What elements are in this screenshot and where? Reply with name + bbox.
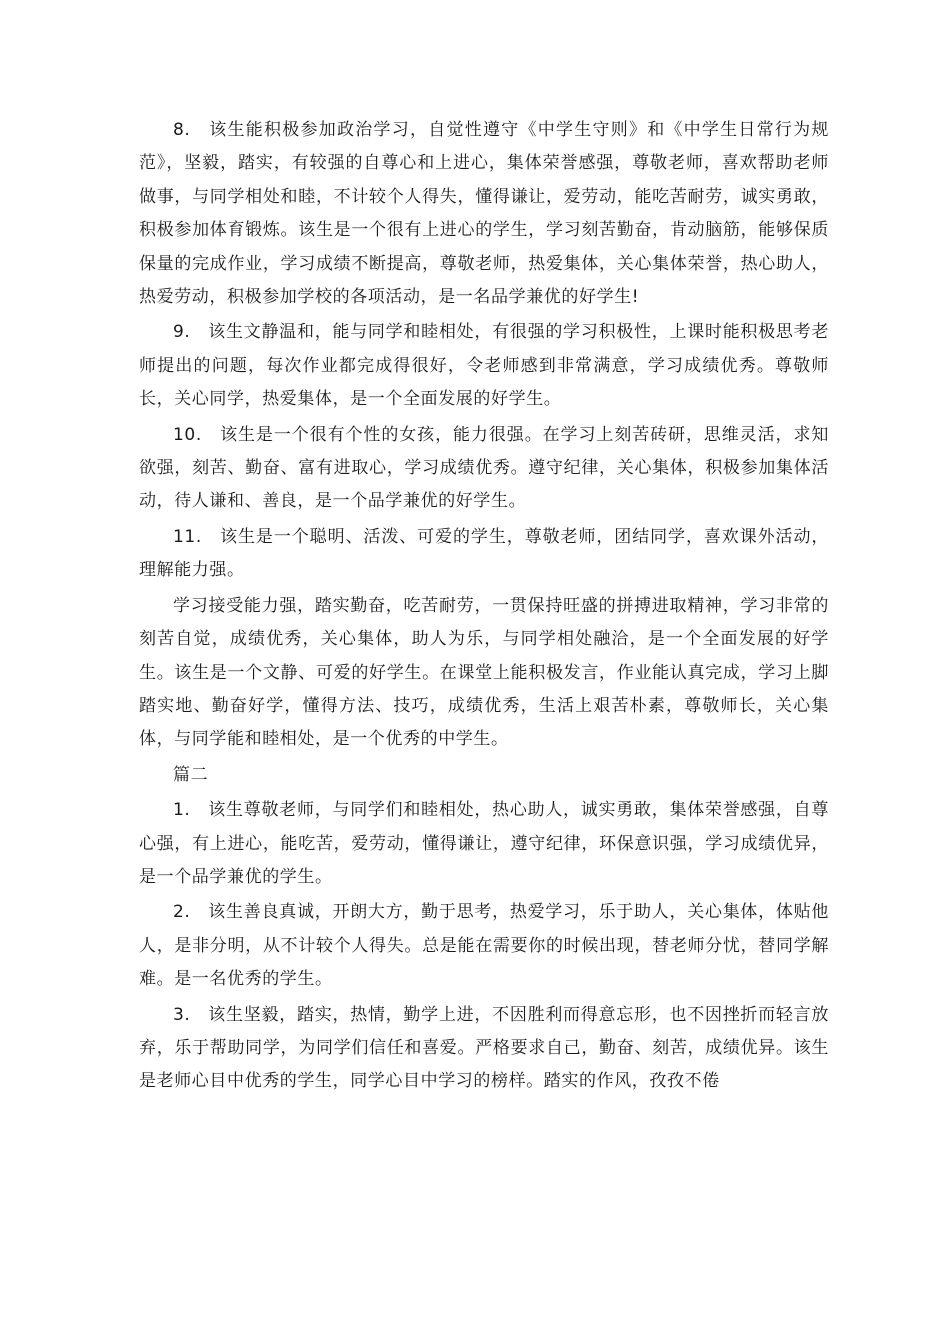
comment-paragraph-1: 1. 该生尊敬老师，与同学们和睦相处，热心助人，诚实勇敢，集体荣誉感强，自尊心强，有上进心，能吃苦，爱劳动，懂得谦让，遵守纪律，环保意识强，学习成绩优异，是一个品学兼优的学生。 bbox=[139, 800, 829, 887]
comment-paragraph-3: 3. 该生坚毅，踏实，热情，勤学上进，不因胜利而得意忘形，也不因挫折而轻言放弃，乐于帮助同学，为同学们信任和喜爱。严格要求自己，勤奋、刻苦，成绩优异。该生是老师心目中优秀的学生，同学心目中学习的榜样。踏实的作风，孜孜不倦 bbox=[139, 1004, 829, 1092]
comment-paragraph-8: 8. 该生能积极参加政治学习，自觉性遵守《中学生守则》和《中学生日常行为规范》，坚毅，踏实，有较强的自尊心和上进心，集体荣誉感强，尊敬老师，喜欢帮助老师做事，与同学相处和睦，不计较个人得失，懂得谦让，爱劳动，能吃苦耐劳，诚实勇敢，积极参加体育锻炼。该生是一个很有上进心的学生，学习刻苦勤奋，肯动脑筋，能够保质保量的完成作业，学习成绩不断提高，尊敬老师，热爱集体，关心集体荣誉，热心助人，热爱劳动，积极参加学校的各项活动，是一名品学兼优的好学生! bbox=[139, 120, 829, 308]
document-body bbox=[139, 114, 829, 1101]
comment-paragraph-11: 11. 该生是一个聪明、活泼、可爱的学生，尊敬老师，团结同学，喜欢课外活动，理解能力强。 bbox=[139, 526, 829, 581]
comment-paragraph-2: 2. 该生善良真诚，开朗大方，勤于思考，热爱学习，乐于助人，关心集体，体贴他人，是非分明，从不计较个人得失。总是能在需要你的时候出现，替老师分忧，替同学解难。是一名优秀的学生。 bbox=[139, 902, 829, 990]
comment-paragraph-extra: 学习接受能力强，踏实勤奋，吃苦耐劳，一贯保持旺盛的拼搏进取精神，学习非常的刻苦自觉，成绩优秀，关心集体，助人为乐，与同学相处融洽，是一个全面发展的好学生。该生是一个文静、可爱的好学生。在课堂上能积极发言，作业能认真完成，学习上脚踏实地、勤奋好学，懂得方法、技巧，成绩优秀，生活上艰苦朴素，尊敬师长，关心集体，与同学能和睦相处，是一个优秀的中学生。 bbox=[139, 595, 829, 750]
comment-paragraph-9: 9. 该生文静温和，能与同学和睦相处，有很强的学习积极性，上课时能积极思考老师提出的问题，每次作业都完成得很好，令老师感到非常满意，学习成绩优秀。尊敬师长，关心同学，热爱集体，是一个全面发展的好学生。 bbox=[139, 322, 829, 410]
section-heading: 篇二 bbox=[173, 764, 209, 785]
comment-paragraph-10: 10. 该生是一个很有个性的女孩，能力很强。在学习上刻苦砖研，思维灵活，求知欲强，刻苦、勤奋、富有进取心，学习成绩优秀。遵守纪律，关心集体，积极参加集体活动，待人谦和、善良，是一个品学兼优的好学生。 bbox=[139, 424, 829, 512]
